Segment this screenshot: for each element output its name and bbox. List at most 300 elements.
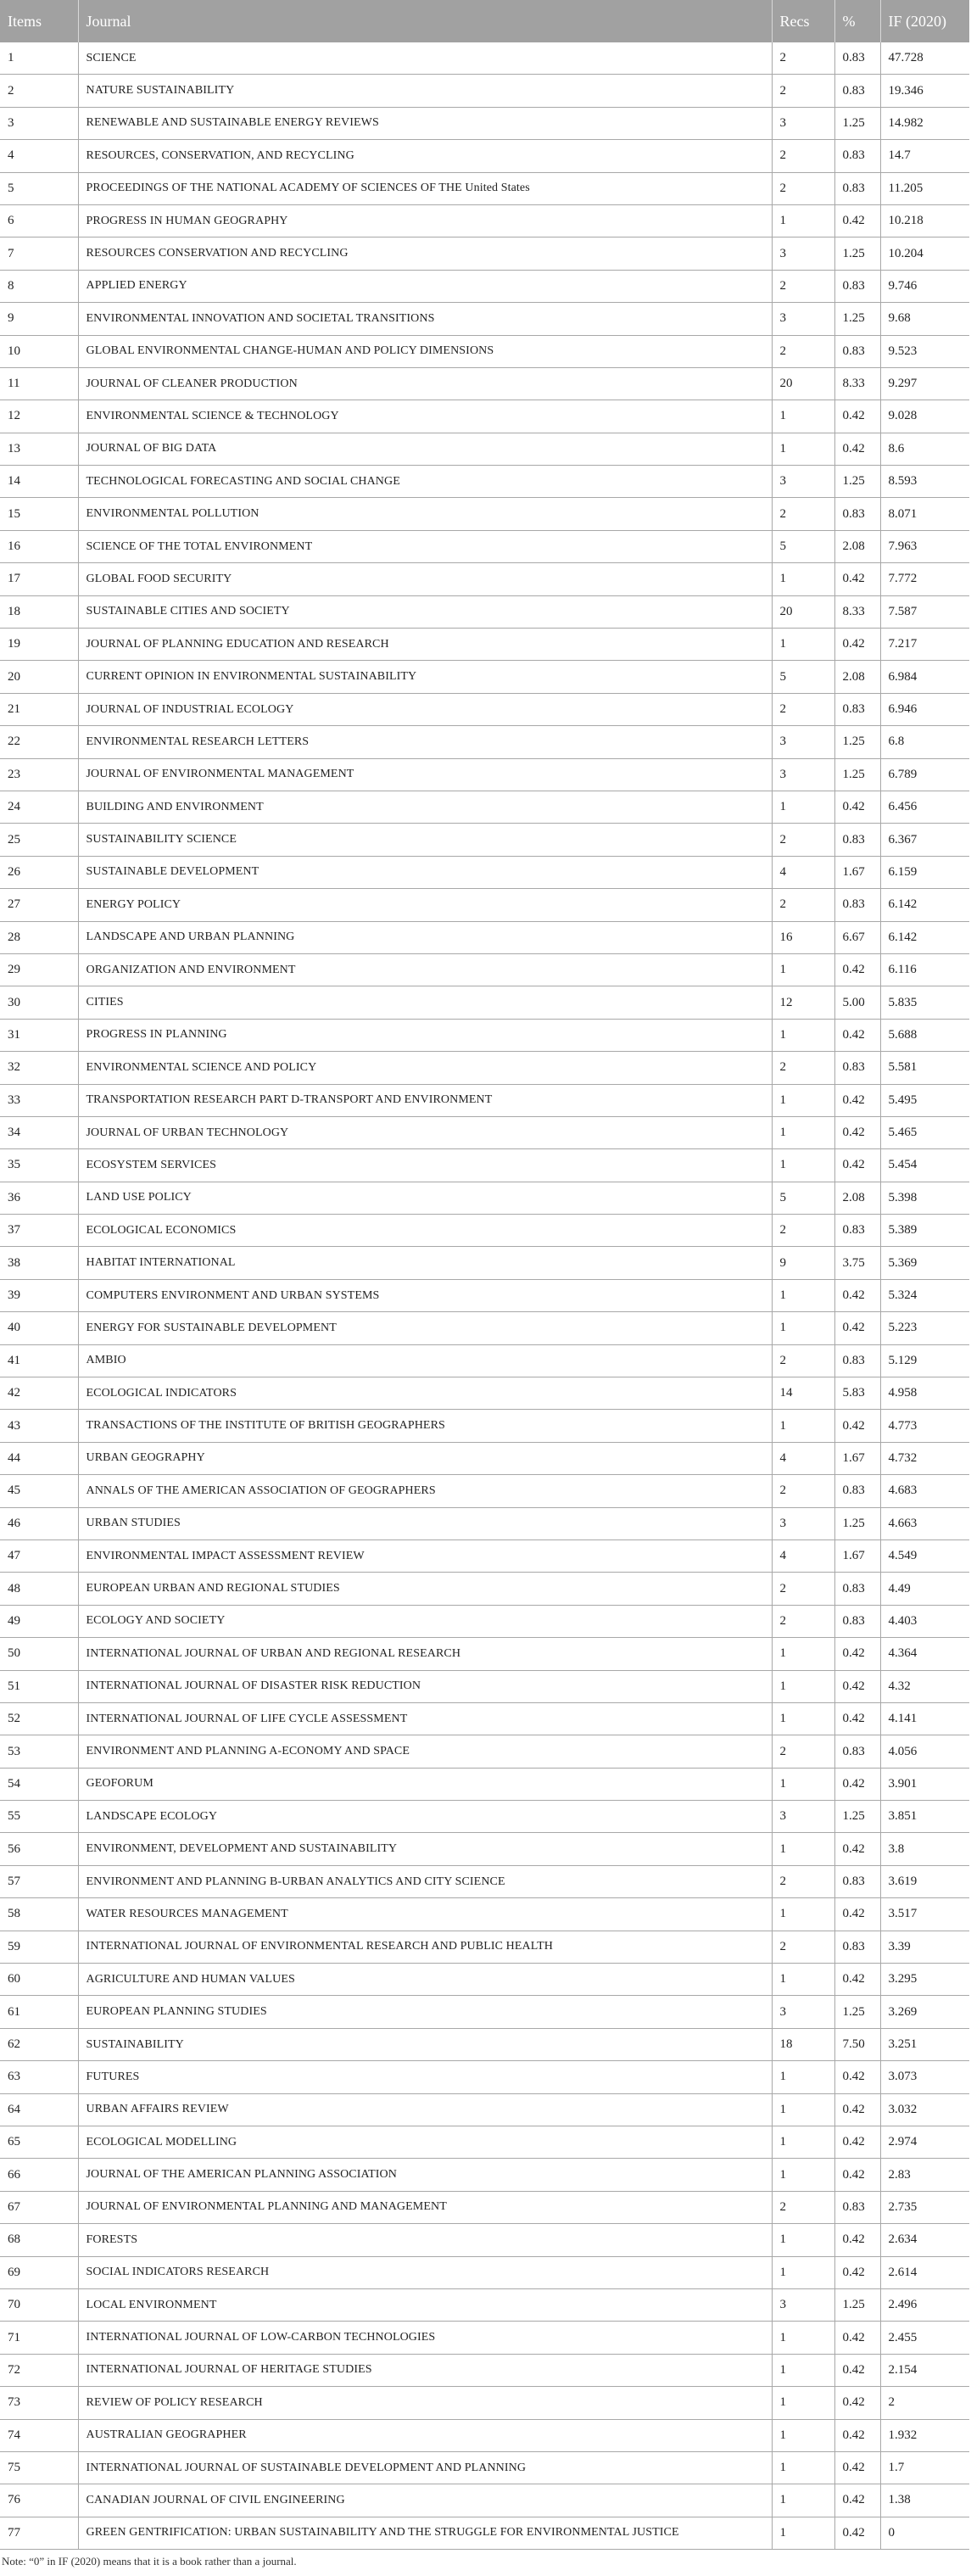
- cell-recs: 1: [772, 1768, 834, 1800]
- cell-item-number: 2: [0, 75, 78, 107]
- table-row: [0, 1410, 969, 1442]
- table-row: [0, 2484, 969, 2517]
- table-row: [0, 1833, 969, 1865]
- table-row: [0, 1670, 969, 1702]
- table-row: [0, 1279, 969, 1311]
- cell-journal: AUSTRALIAN GEOGRAPHER: [78, 2419, 772, 2451]
- table-row: [0, 2387, 969, 2419]
- cell-journal: TRANSACTIONS OF THE INSTITUTE OF BRITISH GEOGRAPHERS: [78, 1410, 772, 1442]
- cell-item-number: 65: [0, 2126, 78, 2159]
- cell-percent: 0.42: [834, 2517, 880, 2549]
- table-row: [0, 2354, 969, 2386]
- table-row: [0, 75, 969, 107]
- cell-impact-factor: 6.8: [880, 726, 969, 758]
- cell-impact-factor: 3.8: [880, 1833, 969, 1865]
- cell-journal: PROGRESS IN HUMAN GEOGRAPHY: [78, 204, 772, 237]
- table-row: [0, 1507, 969, 1539]
- table-row: [0, 1931, 969, 1963]
- table-row: [0, 270, 969, 302]
- cell-recs: 4: [772, 1539, 834, 1572]
- cell-impact-factor: 47.728: [880, 42, 969, 75]
- cell-impact-factor: 2: [880, 2387, 969, 2419]
- cell-percent: 5.83: [834, 1377, 880, 1410]
- cell-percent: 0.42: [834, 1149, 880, 1182]
- cell-impact-factor: 2.154: [880, 2354, 969, 2386]
- cell-percent: 0.83: [834, 1865, 880, 1897]
- cell-journal: LAND USE POLICY: [78, 1182, 772, 1214]
- table-row: [0, 921, 969, 953]
- cell-recs: 9: [772, 1247, 834, 1279]
- cell-recs: 2: [772, 1865, 834, 1897]
- cell-impact-factor: 9.523: [880, 335, 969, 367]
- cell-recs: 3: [772, 1507, 834, 1539]
- header-row: [0, 0, 969, 42]
- cell-item-number: 5: [0, 172, 78, 204]
- cell-impact-factor: 5.324: [880, 1279, 969, 1311]
- cell-recs: 2: [772, 1931, 834, 1963]
- cell-journal: TRANSPORTATION RESEARCH PART D-TRANSPORT AND ENVIRONMENT: [78, 1084, 772, 1116]
- cell-item-number: 24: [0, 791, 78, 823]
- table-row: [0, 1898, 969, 1931]
- cell-item-number: 3: [0, 107, 78, 139]
- cell-percent: 0.83: [834, 335, 880, 367]
- cell-item-number: 33: [0, 1084, 78, 1116]
- cell-recs: 2: [772, 75, 834, 107]
- cell-recs: 1: [772, 2451, 834, 2484]
- cell-impact-factor: 3.39: [880, 1931, 969, 1963]
- cell-percent: 0.83: [834, 1475, 880, 1507]
- cell-percent: 0.83: [834, 75, 880, 107]
- cell-recs: 1: [772, 1019, 834, 1051]
- cell-recs: 3: [772, 466, 834, 498]
- cell-percent: 0.83: [834, 1735, 880, 1768]
- cell-journal: COMPUTERS ENVIRONMENT AND URBAN SYSTEMS: [78, 1279, 772, 1311]
- cell-percent: 0.42: [834, 1670, 880, 1702]
- cell-journal: ECOLOGY AND SOCIETY: [78, 1605, 772, 1637]
- cell-impact-factor: 4.141: [880, 1702, 969, 1735]
- cell-impact-factor: 5.389: [880, 1215, 969, 1247]
- table-row: [0, 693, 969, 725]
- cell-item-number: 22: [0, 726, 78, 758]
- cell-percent: 0.42: [834, 1768, 880, 1800]
- cell-journal: ANNALS OF THE AMERICAN ASSOCIATION OF GEOGRAPHERS: [78, 1475, 772, 1507]
- table-row: [0, 2126, 969, 2159]
- cell-impact-factor: 6.159: [880, 856, 969, 888]
- cell-item-number: 10: [0, 335, 78, 367]
- cell-percent: 1.25: [834, 303, 880, 335]
- cell-impact-factor: 5.688: [880, 1019, 969, 1051]
- cell-journal: INTERNATIONAL JOURNAL OF LOW-CARBON TECHNOLOGIES: [78, 2322, 772, 2354]
- cell-recs: 1: [772, 1149, 834, 1182]
- cell-percent: 0.83: [834, 824, 880, 856]
- cell-percent: 0.83: [834, 1931, 880, 1963]
- table-row: [0, 1116, 969, 1148]
- cell-impact-factor: 10.204: [880, 237, 969, 270]
- cell-journal: TECHNOLOGICAL FORECASTING AND SOCIAL CHANGE: [78, 466, 772, 498]
- cell-percent: 0.42: [834, 791, 880, 823]
- cell-journal: EUROPEAN PLANNING STUDIES: [78, 1996, 772, 2028]
- cell-recs: 1: [772, 563, 834, 595]
- cell-impact-factor: 4.549: [880, 1539, 969, 1572]
- table-row: [0, 758, 969, 791]
- cell-item-number: 8: [0, 270, 78, 302]
- cell-journal: JOURNAL OF THE AMERICAN PLANNING ASSOCIATION: [78, 2159, 772, 2191]
- cell-item-number: 47: [0, 1539, 78, 1572]
- table-row: [0, 595, 969, 628]
- cell-item-number: 42: [0, 1377, 78, 1410]
- cell-impact-factor: 4.056: [880, 1735, 969, 1768]
- cell-journal: JOURNAL OF URBAN TECHNOLOGY: [78, 1116, 772, 1148]
- cell-journal: ENVIRONMENTAL POLLUTION: [78, 498, 772, 530]
- table-row: [0, 1084, 969, 1116]
- cell-recs: 2: [772, 1052, 834, 1084]
- cell-item-number: 6: [0, 204, 78, 237]
- cell-impact-factor: 6.142: [880, 889, 969, 921]
- cell-item-number: 46: [0, 1507, 78, 1539]
- cell-journal: ECOLOGICAL INDICATORS: [78, 1377, 772, 1410]
- cell-recs: 1: [772, 953, 834, 986]
- cell-journal: APPLIED ENERGY: [78, 270, 772, 302]
- cell-journal: GLOBAL ENVIRONMENTAL CHANGE-HUMAN AND POLICY DIMENSIONS: [78, 335, 772, 367]
- cell-recs: 3: [772, 2288, 834, 2321]
- table-row: [0, 1019, 969, 1051]
- cell-journal: CANADIAN JOURNAL OF CIVIL ENGINEERING: [78, 2484, 772, 2517]
- cell-percent: 1.25: [834, 2288, 880, 2321]
- table-row: [0, 2517, 969, 2549]
- header-items: Items: [0, 0, 78, 42]
- cell-item-number: 13: [0, 433, 78, 465]
- cell-journal: FUTURES: [78, 2061, 772, 2093]
- cell-percent: 6.67: [834, 921, 880, 953]
- cell-journal: AMBIO: [78, 1344, 772, 1377]
- cell-item-number: 23: [0, 758, 78, 791]
- cell-recs: 1: [772, 2517, 834, 2549]
- cell-impact-factor: 9.297: [880, 367, 969, 400]
- cell-journal: ENVIRONMENTAL IMPACT ASSESSMENT REVIEW: [78, 1539, 772, 1572]
- table-row: [0, 433, 969, 465]
- header-journal: Journal: [78, 0, 772, 42]
- cell-percent: 3.75: [834, 1247, 880, 1279]
- table-row: [0, 466, 969, 498]
- table-row: [0, 889, 969, 921]
- cell-item-number: 7: [0, 237, 78, 270]
- cell-journal: PROGRESS IN PLANNING: [78, 1019, 772, 1051]
- table-row: [0, 1442, 969, 1474]
- cell-journal: SUSTAINABLE DEVELOPMENT: [78, 856, 772, 888]
- cell-impact-factor: 5.398: [880, 1182, 969, 1214]
- table-row: [0, 2093, 969, 2126]
- cell-impact-factor: 7.963: [880, 530, 969, 562]
- cell-journal: URBAN STUDIES: [78, 1507, 772, 1539]
- cell-journal: ENVIRONMENT AND PLANNING A-ECONOMY AND SPACE: [78, 1735, 772, 1768]
- cell-impact-factor: 6.456: [880, 791, 969, 823]
- cell-journal: BUILDING AND ENVIRONMENT: [78, 791, 772, 823]
- header-impact-factor: IF (2020): [880, 0, 969, 42]
- cell-journal: FORESTS: [78, 2224, 772, 2256]
- cell-item-number: 28: [0, 921, 78, 953]
- cell-item-number: 48: [0, 1573, 78, 1605]
- cell-recs: 2: [772, 2191, 834, 2223]
- cell-percent: 0.42: [834, 2322, 880, 2354]
- cell-item-number: 41: [0, 1344, 78, 1377]
- cell-percent: 1.25: [834, 726, 880, 758]
- cell-item-number: 21: [0, 693, 78, 725]
- cell-recs: 1: [772, 1670, 834, 1702]
- cell-recs: 1: [772, 1833, 834, 1865]
- table-row: [0, 1702, 969, 1735]
- cell-item-number: 35: [0, 1149, 78, 1182]
- cell-journal: CITIES: [78, 986, 772, 1019]
- cell-recs: 1: [772, 1312, 834, 1344]
- table-row: [0, 1964, 969, 1996]
- cell-item-number: 12: [0, 400, 78, 433]
- cell-percent: 0.42: [834, 2126, 880, 2159]
- table-row: [0, 2224, 969, 2256]
- cell-percent: 1.25: [834, 466, 880, 498]
- cell-percent: 0.42: [834, 1279, 880, 1311]
- cell-impact-factor: 7.772: [880, 563, 969, 595]
- table-row: [0, 1996, 969, 2028]
- cell-impact-factor: 3.251: [880, 2028, 969, 2060]
- cell-impact-factor: 2.735: [880, 2191, 969, 2223]
- table-row: [0, 2451, 969, 2484]
- cell-recs: 12: [772, 986, 834, 1019]
- cell-impact-factor: 14.982: [880, 107, 969, 139]
- cell-item-number: 76: [0, 2484, 78, 2517]
- cell-impact-factor: 19.346: [880, 75, 969, 107]
- cell-journal: SUSTAINABLE CITIES AND SOCIETY: [78, 595, 772, 628]
- cell-journal: RENEWABLE AND SUSTAINABLE ENERGY REVIEWS: [78, 107, 772, 139]
- cell-journal: ENERGY POLICY: [78, 889, 772, 921]
- cell-percent: 8.33: [834, 367, 880, 400]
- cell-recs: 1: [772, 2484, 834, 2517]
- cell-impact-factor: 10.218: [880, 204, 969, 237]
- cell-item-number: 4: [0, 140, 78, 172]
- cell-percent: 1.25: [834, 758, 880, 791]
- cell-item-number: 29: [0, 953, 78, 986]
- cell-journal: AGRICULTURE AND HUMAN VALUES: [78, 1964, 772, 1996]
- cell-percent: 0.42: [834, 433, 880, 465]
- cell-impact-factor: 4.663: [880, 1507, 969, 1539]
- cell-percent: 0.83: [834, 1052, 880, 1084]
- cell-impact-factor: 14.7: [880, 140, 969, 172]
- cell-item-number: 32: [0, 1052, 78, 1084]
- cell-journal: ENVIRONMENTAL SCIENCE AND POLICY: [78, 1052, 772, 1084]
- table-header: [0, 0, 969, 42]
- cell-item-number: 77: [0, 2517, 78, 2549]
- cell-item-number: 27: [0, 889, 78, 921]
- table-row: [0, 1801, 969, 1833]
- cell-impact-factor: 3.032: [880, 2093, 969, 2126]
- cell-recs: 2: [772, 1344, 834, 1377]
- table-row: [0, 661, 969, 693]
- cell-impact-factor: 6.789: [880, 758, 969, 791]
- cell-item-number: 62: [0, 2028, 78, 2060]
- cell-percent: 0.83: [834, 2191, 880, 2223]
- cell-percent: 0.42: [834, 629, 880, 661]
- cell-recs: 3: [772, 303, 834, 335]
- cell-journal: LANDSCAPE ECOLOGY: [78, 1801, 772, 1833]
- cell-impact-factor: 7.217: [880, 629, 969, 661]
- cell-percent: 2.08: [834, 530, 880, 562]
- cell-recs: 1: [772, 1702, 834, 1735]
- cell-recs: 14: [772, 1377, 834, 1410]
- cell-impact-factor: 1.7: [880, 2451, 969, 2484]
- cell-journal: NATURE SUSTAINABILITY: [78, 75, 772, 107]
- table-row: [0, 1182, 969, 1214]
- cell-recs: 1: [772, 400, 834, 433]
- cell-item-number: 53: [0, 1735, 78, 1768]
- cell-item-number: 75: [0, 2451, 78, 2484]
- cell-percent: 0.42: [834, 2451, 880, 2484]
- cell-recs: 1: [772, 629, 834, 661]
- cell-journal: JOURNAL OF INDUSTRIAL ECOLOGY: [78, 693, 772, 725]
- cell-impact-factor: 1.38: [880, 2484, 969, 2517]
- cell-item-number: 11: [0, 367, 78, 400]
- cell-impact-factor: 3.517: [880, 1898, 969, 1931]
- cell-percent: 0.42: [834, 1312, 880, 1344]
- table-row: [0, 953, 969, 986]
- cell-journal: LANDSCAPE AND URBAN PLANNING: [78, 921, 772, 953]
- cell-percent: 1.25: [834, 107, 880, 139]
- table-row: [0, 2256, 969, 2288]
- cell-recs: 2: [772, 498, 834, 530]
- cell-recs: 1: [772, 2093, 834, 2126]
- table-row: [0, 1573, 969, 1605]
- cell-percent: 0.42: [834, 1702, 880, 1735]
- cell-impact-factor: 8.071: [880, 498, 969, 530]
- cell-percent: 0.83: [834, 270, 880, 302]
- table-row: [0, 400, 969, 433]
- table-row: [0, 1344, 969, 1377]
- cell-percent: 0.83: [834, 1573, 880, 1605]
- cell-item-number: 57: [0, 1865, 78, 1897]
- header-percent: %: [834, 0, 880, 42]
- cell-impact-factor: 3.851: [880, 1801, 969, 1833]
- cell-recs: 2: [772, 693, 834, 725]
- cell-journal: JOURNAL OF ENVIRONMENTAL PLANNING AND MANAGEMENT: [78, 2191, 772, 2223]
- cell-item-number: 34: [0, 1116, 78, 1148]
- cell-recs: 1: [772, 1638, 834, 1670]
- cell-journal: JOURNAL OF BIG DATA: [78, 433, 772, 465]
- cell-item-number: 36: [0, 1182, 78, 1214]
- cell-journal: SUSTAINABILITY: [78, 2028, 772, 2060]
- cell-journal: INTERNATIONAL JOURNAL OF SUSTAINABLE DEVELOPMENT AND PLANNING: [78, 2451, 772, 2484]
- cell-percent: 0.83: [834, 172, 880, 204]
- cell-recs: 1: [772, 2159, 834, 2191]
- cell-journal: URBAN GEOGRAPHY: [78, 1442, 772, 1474]
- cell-impact-factor: 8.593: [880, 466, 969, 498]
- cell-percent: 0.42: [834, 2256, 880, 2288]
- cell-percent: 0.42: [834, 1638, 880, 1670]
- table-row: [0, 1735, 969, 1768]
- cell-impact-factor: 7.587: [880, 595, 969, 628]
- cell-recs: 20: [772, 595, 834, 628]
- cell-percent: 2.08: [834, 1182, 880, 1214]
- table-row: [0, 2322, 969, 2354]
- cell-recs: 3: [772, 726, 834, 758]
- cell-recs: 1: [772, 2126, 834, 2159]
- cell-item-number: 16: [0, 530, 78, 562]
- table-row: [0, 2419, 969, 2451]
- cell-item-number: 72: [0, 2354, 78, 2386]
- cell-journal: LOCAL ENVIRONMENT: [78, 2288, 772, 2321]
- cell-item-number: 25: [0, 824, 78, 856]
- cell-recs: 3: [772, 758, 834, 791]
- cell-item-number: 56: [0, 1833, 78, 1865]
- cell-percent: 0.42: [834, 400, 880, 433]
- table-row: [0, 2061, 969, 2093]
- cell-impact-factor: 4.732: [880, 1442, 969, 1474]
- cell-impact-factor: 4.403: [880, 1605, 969, 1637]
- cell-journal: ECOLOGICAL MODELLING: [78, 2126, 772, 2159]
- table-row: [0, 563, 969, 595]
- cell-item-number: 26: [0, 856, 78, 888]
- cell-item-number: 67: [0, 2191, 78, 2223]
- table-row: [0, 42, 969, 75]
- cell-item-number: 30: [0, 986, 78, 1019]
- table-row: [0, 629, 969, 661]
- cell-percent: 0.42: [834, 1084, 880, 1116]
- table-row: [0, 1768, 969, 1800]
- cell-item-number: 69: [0, 2256, 78, 2288]
- header-recs: Recs: [772, 0, 834, 42]
- table-row: [0, 1052, 969, 1084]
- cell-percent: 1.25: [834, 237, 880, 270]
- cell-item-number: 55: [0, 1801, 78, 1833]
- cell-journal: HABITAT INTERNATIONAL: [78, 1247, 772, 1279]
- cell-journal: URBAN AFFAIRS REVIEW: [78, 2093, 772, 2126]
- cell-recs: 3: [772, 237, 834, 270]
- cell-percent: 0.42: [834, 1964, 880, 1996]
- table-row: [0, 1149, 969, 1182]
- cell-recs: 2: [772, 270, 834, 302]
- cell-journal: ENVIRONMENT AND PLANNING B-URBAN ANALYTICS AND CITY SCIENCE: [78, 1865, 772, 1897]
- cell-percent: 1.25: [834, 1507, 880, 1539]
- cell-percent: 2.08: [834, 661, 880, 693]
- cell-impact-factor: 3.619: [880, 1865, 969, 1897]
- cell-impact-factor: 1.932: [880, 2419, 969, 2451]
- cell-journal: SCIENCE OF THE TOTAL ENVIRONMENT: [78, 530, 772, 562]
- cell-percent: 0.42: [834, 2061, 880, 2093]
- table-row: [0, 824, 969, 856]
- cell-journal: CURRENT OPINION IN ENVIRONMENTAL SUSTAINABILITY: [78, 661, 772, 693]
- cell-journal: ENERGY FOR SUSTAINABLE DEVELOPMENT: [78, 1312, 772, 1344]
- cell-recs: 2: [772, 140, 834, 172]
- cell-impact-factor: 5.495: [880, 1084, 969, 1116]
- cell-recs: 4: [772, 1442, 834, 1474]
- cell-journal: ORGANIZATION AND ENVIRONMENT: [78, 953, 772, 986]
- cell-percent: 0.42: [834, 1898, 880, 1931]
- cell-item-number: 39: [0, 1279, 78, 1311]
- cell-impact-factor: 2.634: [880, 2224, 969, 2256]
- cell-item-number: 51: [0, 1670, 78, 1702]
- cell-impact-factor: 6.984: [880, 661, 969, 693]
- table-row: [0, 1865, 969, 1897]
- cell-percent: 0.42: [834, 2093, 880, 2126]
- cell-item-number: 49: [0, 1605, 78, 1637]
- cell-impact-factor: 9.746: [880, 270, 969, 302]
- cell-impact-factor: 5.369: [880, 1247, 969, 1279]
- cell-impact-factor: 5.454: [880, 1149, 969, 1182]
- cell-item-number: 68: [0, 2224, 78, 2256]
- cell-impact-factor: 0: [880, 2517, 969, 2549]
- table-note: Note: “0” in IF (2020) means that it is a book rather than a journal.: [2, 2555, 297, 2568]
- table-row: [0, 2191, 969, 2223]
- cell-item-number: 17: [0, 563, 78, 595]
- cell-item-number: 40: [0, 1312, 78, 1344]
- cell-recs: 1: [772, 433, 834, 465]
